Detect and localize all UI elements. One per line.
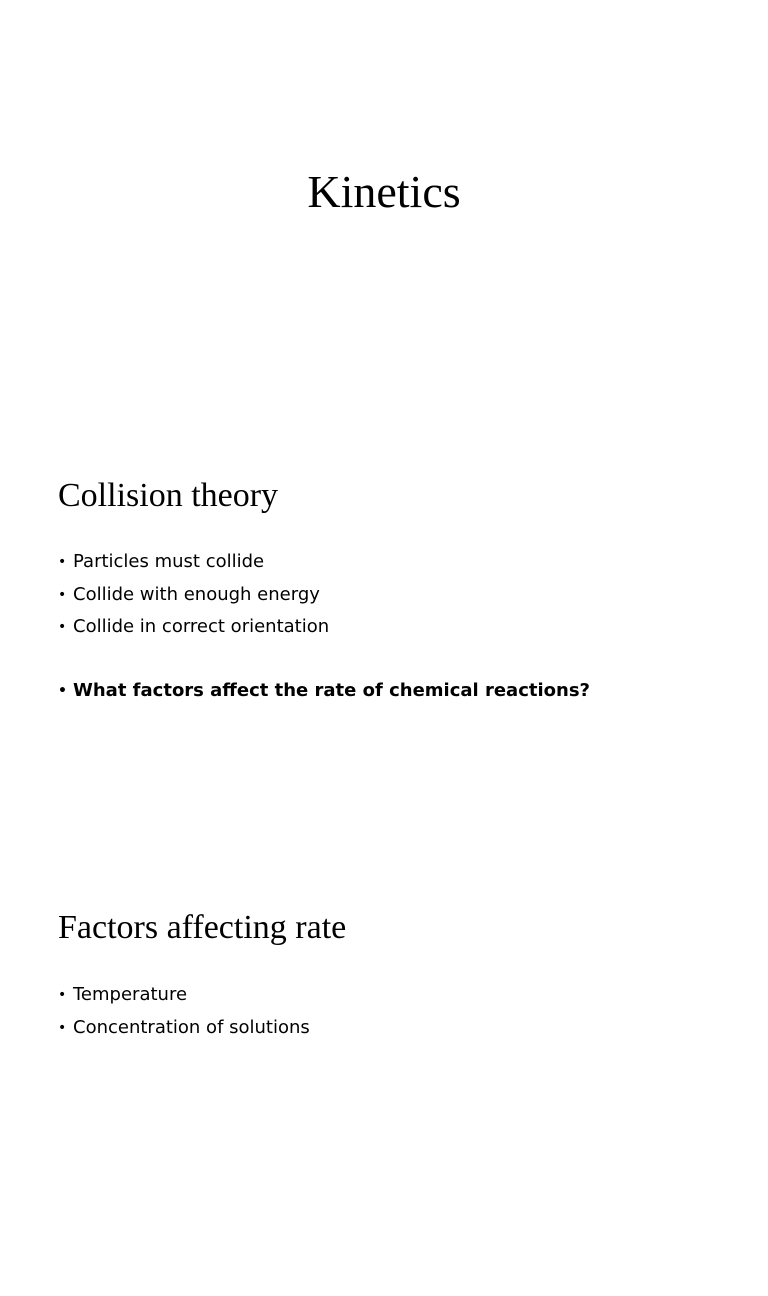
bullet-icon: •	[58, 987, 67, 1003]
slide-factors-affecting-rate	[0, 864, 768, 1296]
question-list	[58, 675, 590, 708]
question-text: What factors affect the rate of chemical reactions?	[73, 680, 590, 701]
list-item	[58, 546, 329, 579]
bullet-icon: •	[58, 554, 67, 570]
bullet-icon: •	[58, 586, 67, 603]
list-item	[58, 1012, 310, 1045]
bullet-text: Concentration of solutions	[73, 1016, 310, 1038]
bullet-icon: •	[58, 1019, 67, 1036]
bullet-text: Particles must collide	[73, 551, 265, 572]
slide-title-collision-theory: Collision theory	[58, 477, 279, 514]
slide-title-factors: Factors affecting rate	[58, 909, 347, 946]
bullet-list-factors	[58, 979, 310, 1044]
question-item	[58, 675, 590, 708]
slide-title-kinetics: Kinetics	[307, 166, 461, 217]
bullet-text: Collide in correct orientation	[73, 616, 330, 637]
list-item	[58, 611, 329, 644]
bullet-icon: •	[58, 683, 67, 699]
list-item	[58, 579, 329, 612]
slide-collision-theory	[0, 432, 768, 864]
bullet-text: Collide with enough energy	[73, 583, 320, 605]
bullet-icon: •	[58, 619, 67, 635]
list-item	[58, 979, 310, 1012]
slide-kinetics	[0, 0, 768, 432]
bullet-list-collision	[58, 546, 329, 644]
bullet-text: Temperature	[73, 984, 188, 1005]
